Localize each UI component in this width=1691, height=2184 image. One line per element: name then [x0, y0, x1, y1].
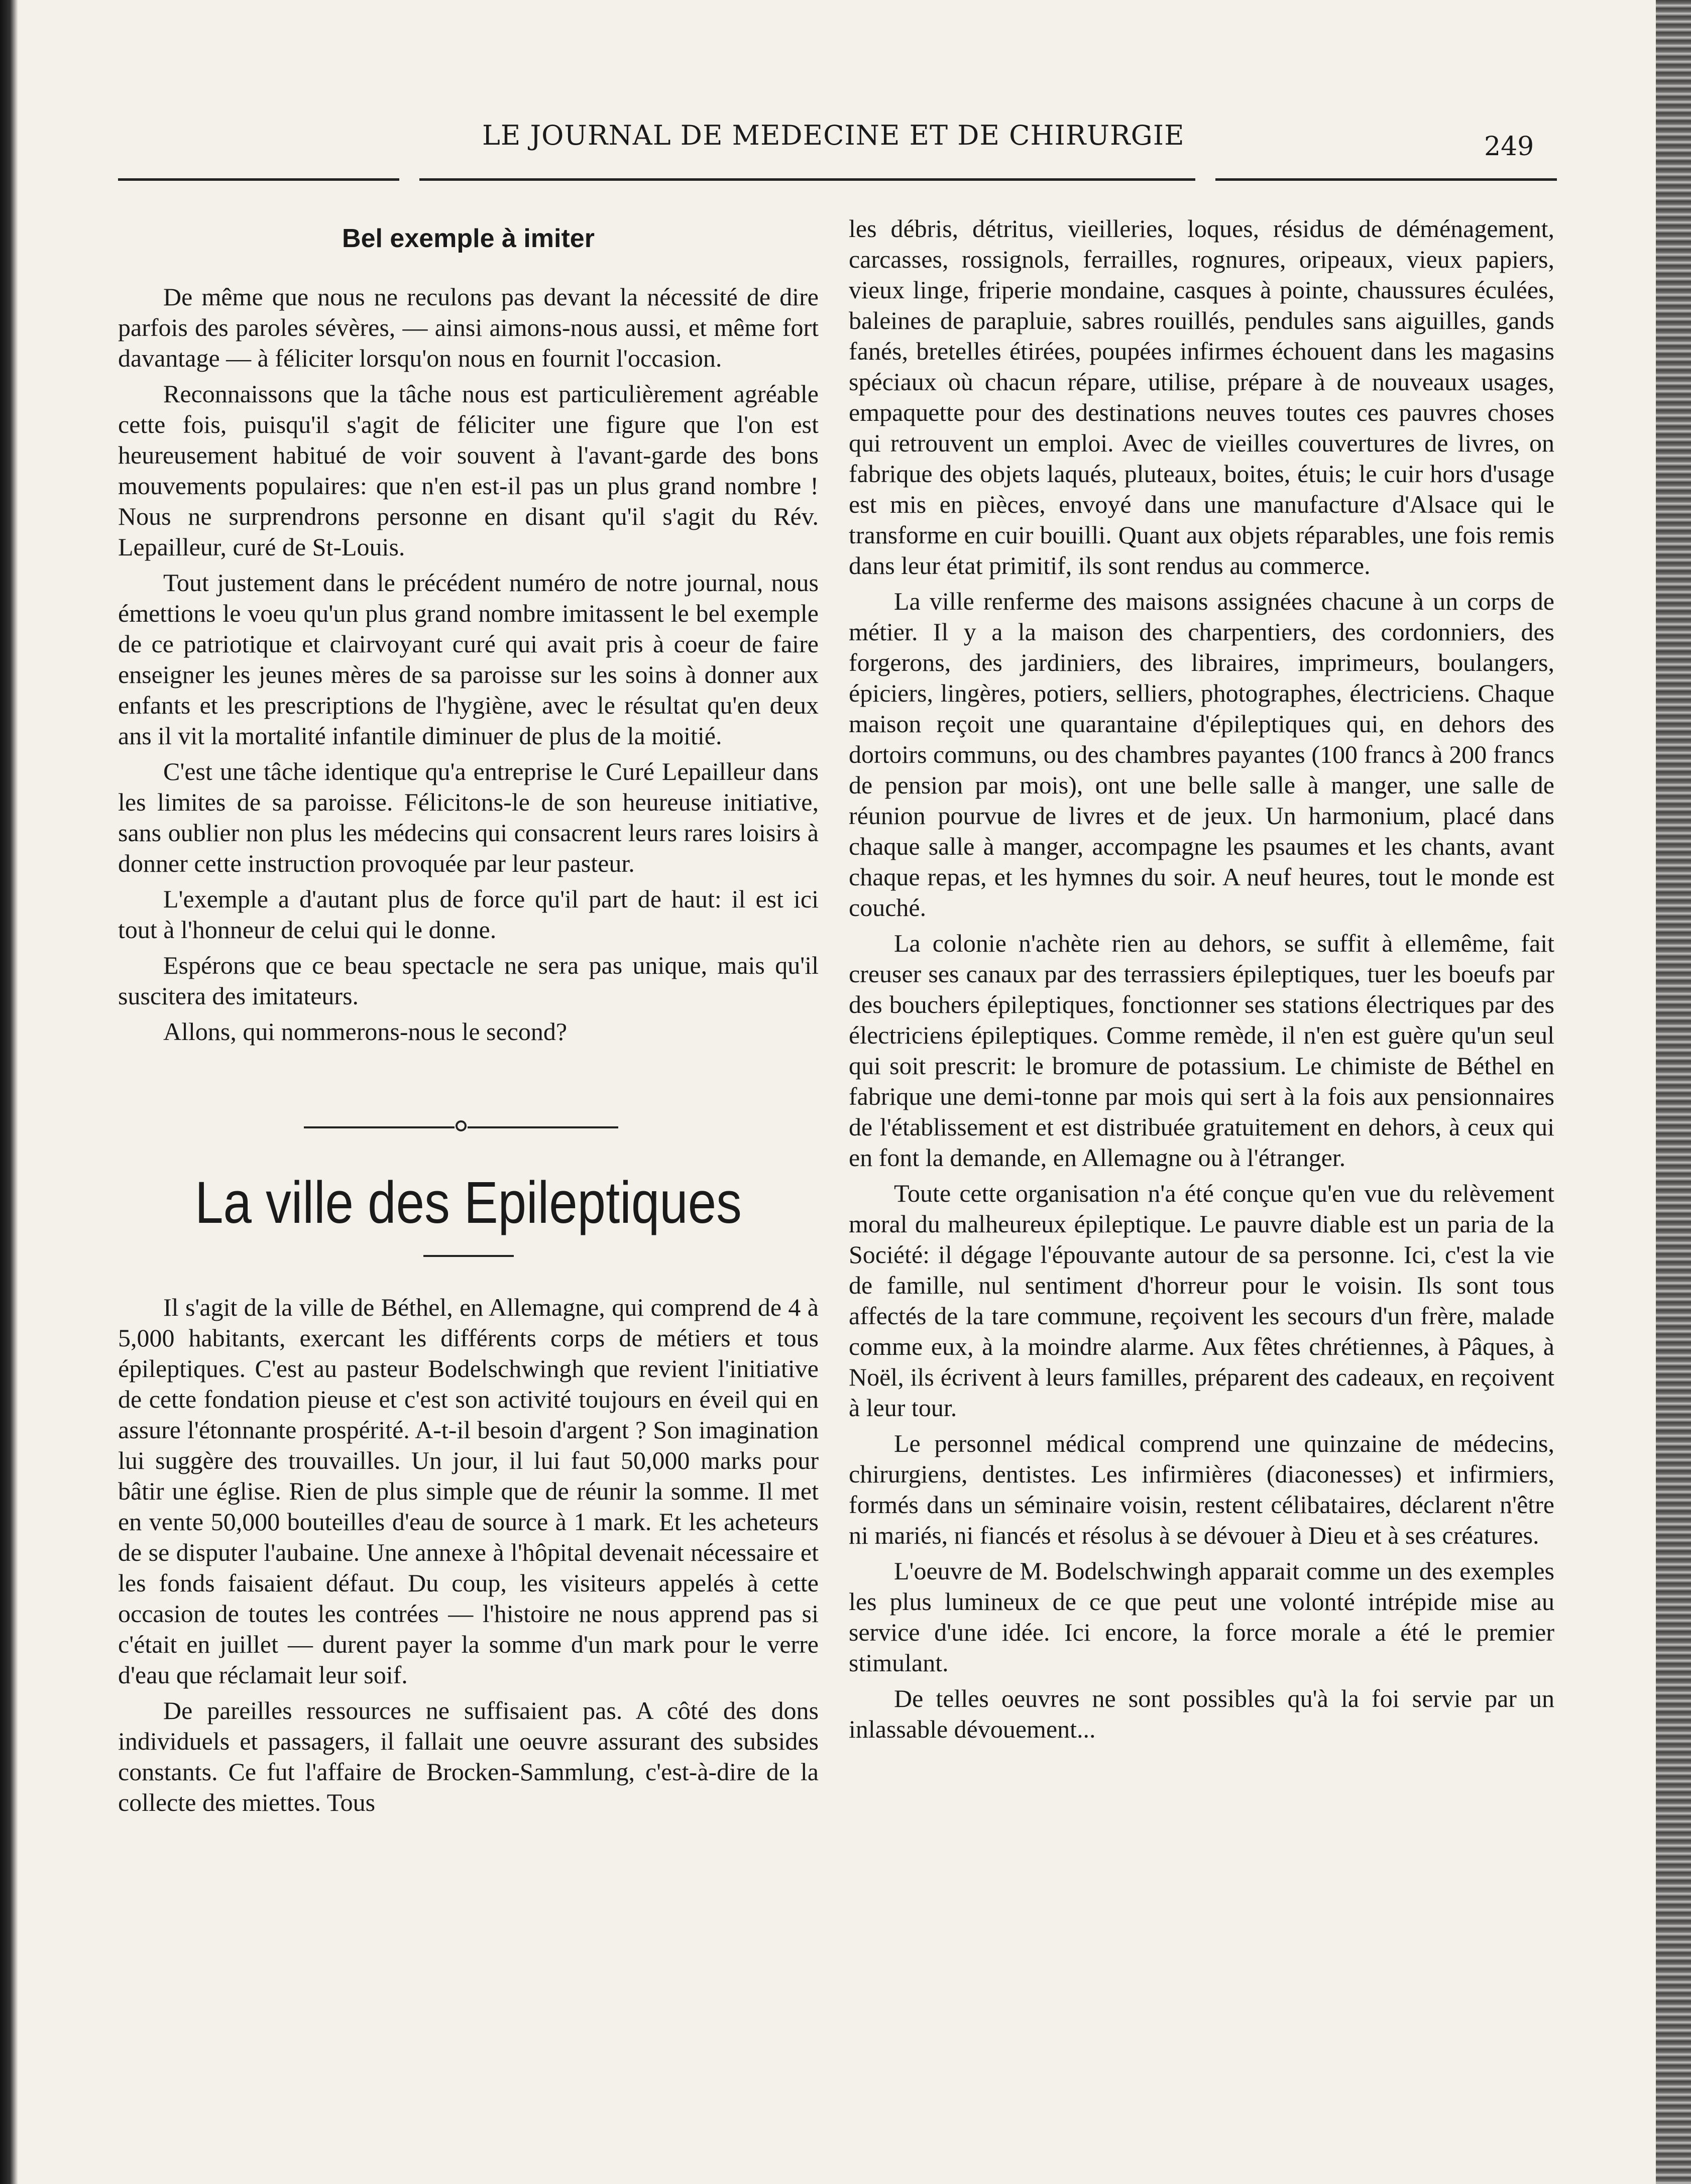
article1-paragraph: Reconnaissons que la tâche nous est particulièrement agréable cette fois, puisqu'il s'agit de féliciter une figure que l'on est heureusement habitué de voir souvent à l'avant-garde des bons mouvements populaires: que n'en est-il pas un plus grand nombre ! Nous ne surprendrons personne en disant qu'il s'agit du Rév. Lepailleur, curé de St-Louis.	[118, 380, 819, 561]
article2-paragraph: Il s'agit de la ville de Béthel, en Allemagne, qui comprend de 4 à 5,000 habitants, exercant les différents corps de métiers et tous épileptiques. C'est au pasteur Bodelschwingh que revient l'initiative de cette fondation pieuse et c'est son activité toujours en éveil qui en assure l'étonnante prospérité. A-t-il besoin d'argent ? Son imagination lui suggère des trouvailles. Un jour, il lui faut 50,000 marks pour bâtir une église. Rien de plus simple que de réunir la somme. Il met en vente 50,000 bouteilles d'eau de source à 1 mark. Et les acheteurs de se disputer l'aubaine. Une annexe à l'hôpital devenait nécessaire et les fonds faisaient défaut. Du coup, les visiteurs appelés à cette occasion de toutes les contrées — l'histoire ne nous apprend pas si c'était en juillet — durent payer la somme d'un mark pour le verre d'eau que réclamait leur soif.	[118, 1293, 819, 1689]
article2-title: La ville des Epileptiques	[195, 1170, 742, 1236]
article2-paragraph: La ville renferme des maisons assignées chacune à un corps de métier. Il y a la maison des charpentiers, des cordonniers, des forgerons, des jardiniers, des libraires, imprimeurs, boulangers, épiciers, lingères, potiers, selliers, photographes, électriciens. Chaque maison reçoit une quarantaine d'épileptiques qui, en dehors des dortoirs communs, ou des chambres payantes (100 francs à 200 francs de pension par mois), ont une belle salle à manger, une salle de réunion pourvue de livres et de jeux. Un harmonium, placé dans chaque salle à manger, accompagne les psaumes et les chants, avant chaque repas, et les hymnes du soir. A neuf heures, tout le monde est couché.	[849, 587, 1554, 922]
page-number: 249	[1484, 132, 1534, 162]
article1-paragraph: Tout justement dans le précédent numéro de notre journal, nous émettions le voeu qu'un plus grand nombre imitassent le bel exemple de ce patriotique et clairvoyant curé qui avait pris à coeur de faire enseigner les jeunes mères de sa paroisse sur les soins à donner aux enfants et les prescriptions de l'hygiène, avec le résultat qu'en deux ans il vit la mortalité infantile diminuer de plus de la moitié.	[118, 568, 819, 750]
journal-title: LE JOURNAL DE MEDECINE ET DE CHIRURGIE	[482, 120, 1185, 151]
article2-continuation: les débris, détritus, vieilleries, loques, résidus de déménagement, carcasses, rossignols, ferrailles, rognures, oripeaux, vieux papiers, vieux linge, friperie mondaine, casques à pointe, chaussures éculées, baleines de parapluie, sabres rouillés, pendules sans aiguilles, gands fanés, bretelles étirées, poupées infirmes échouent dans les magasins spéciaux où chacun répare, utilise, prépare à de nouveaux usages, empaquette pour des destinations neuves toutes ces pauvres choses qui retrouvent un emploi. Avec de vieilles couvertures de livres, on fabrique des objets laqués, pluteaux, boites, étuis; le cuir hors d'usage est mis en pièces, envoyé dans une manufacture d'Alsace qui le transforme en cuir bouilli. Quant aux objets réparables, une fois remis dans leur état primitif, ils sont rendus au commerce.	[849, 214, 1554, 580]
article2-paragraph: Le personnel médical comprend une quinzaine de médecins, chirurgiens, dentistes. Les infirmières (diaconesses) et infirmiers, formés dans un séminaire voisin, restent célibataires, déclarent n'être ni mariés, ni fiancés et résolus à se dévouer à Dieu et à ses créatures.	[849, 1429, 1554, 1549]
scan-edge-left	[0, 0, 18, 2184]
left-column	[118, 213, 819, 1823]
article2-paragraph: De telles oeuvres ne sont possibles qu'à la foi servie par un inlassable dévouement...	[849, 1684, 1554, 1743]
header-rule-left	[118, 178, 399, 181]
article2-paragraph: L'oeuvre de M. Bodelschwingh apparait comme un des exemples les plus lumineux de ce que peut une volonté intrépide mise au service d'une idée. Ici encore, la force morale a été le premier stimulant.	[849, 1557, 1554, 1677]
divider-circle	[456, 1120, 467, 1131]
header-rule-middle	[419, 178, 1195, 181]
article1-paragraph: C'est une tâche identique qu'a entreprise le Curé Lepailleur dans les limites de sa paroisse. Félicitons-le de son heureuse initiative, sans oublier non plus les médecins qui consacrent leurs rares loisirs à donner cette instruction provoquée par leur pasteur.	[118, 757, 819, 877]
article1-paragraph: L'exemple a d'autant plus de force qu'il part de haut: il est ici tout à l'honneur de celui qui le donne.	[118, 885, 819, 944]
article2-paragraph: De pareilles ressources ne suffisaient pas. A côté des dons individuels et passagers, il fallait une oeuvre assurant des subsides constants. Ce fut l'affaire de Brocken-Sammlung, c'est-à-dire de la collecte des miettes. Tous	[118, 1696, 819, 1816]
article1-paragraph: De même que nous ne reculons pas devant la nécessité de dire parfois des paroles sévères, — ainsi aimons-nous aussi, et même fort davantage — à féliciter lorsqu'on nous en fournit l'occasion.	[118, 283, 819, 372]
divider-line-right	[468, 1126, 618, 1128]
article1-paragraph: Allons, qui nommerons-nous le second?	[163, 1017, 568, 1046]
scan-edge-right	[1656, 0, 1691, 2184]
article1-title: Bel exemple à imiter	[342, 224, 595, 253]
section-divider	[118, 1117, 819, 1137]
right-column	[849, 213, 1554, 1750]
divider-line-left	[304, 1126, 455, 1128]
article2-paragraph: La colonie n'achète rien au dehors, se suffit à ellemême, fait creuser ses canaux par des terrassiers épileptiques, tuer les boeufs par des bouchers épileptiques, fonctionner ses stations électriques par des électriciens épileptiques. Comme remède, il n'en est guère qu'un seul qui soit prescrit: le bromure de potassium. Le chimiste de Béthel en fabrique une demi-tonne par mois qui sert à la fois aux pensionnaires de l'établissement et est distribuée gratuitement en dehors, à ceux qui en font la demande, en Allemagne ou à l'étranger.	[849, 929, 1554, 1172]
article1-paragraph: Espérons que ce beau spectacle ne sera pas unique, mais qu'il suscitera des imitateurs.	[118, 951, 819, 1010]
header-rule-right	[1215, 178, 1557, 181]
article2-paragraph: Toute cette organisation n'a été conçue qu'en vue du relèvement moral du malheureux épileptique. Le pauvre diable est un paria de la Société: il dégage l'épouvante autour de sa personne. Ici, c'est la vie de famille, nul sentiment d'horreur pour le voisin. Ils sont tous affectés de la tare commune, reçoivent les secours d'un frère, malade comme eux, à la moindre alarme. Aux fêtes chrétiennes, à Pâques, à Noël, ils écrivent à leurs familles, préparent des cadeaux, en reçoivent à leur tour.	[849, 1179, 1554, 1422]
title-underline	[423, 1255, 514, 1257]
